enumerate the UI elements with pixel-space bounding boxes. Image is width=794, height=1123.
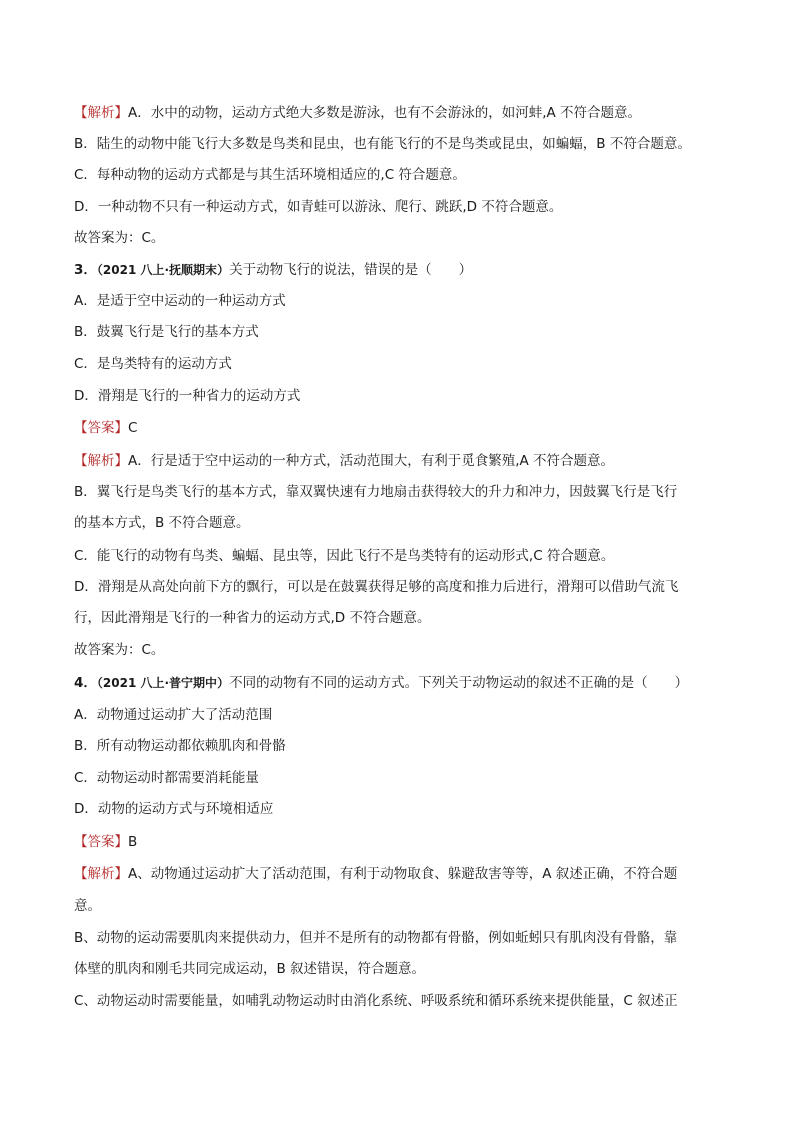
option-a: A．是适于空中运动的一种运动方式 [74, 293, 286, 309]
question-3-stem: 3．（2021 八上·抚顺期末）关于动物飞行的说法，错误的是（ ） [74, 262, 473, 278]
analysis-line: 体壁的肌肉和刚毛共同完成运动，B 叙述错误，符合题意。 [74, 961, 426, 977]
option-c: C．动物运动时都需要消耗能量 [74, 770, 259, 786]
analysis-tag: 【解析】 [74, 866, 128, 882]
analysis-line: 的基本方式，B 不符合题意。 [74, 515, 250, 531]
question-number: 3． [74, 262, 97, 278]
option-c: C．是鸟类特有的运动方式 [74, 356, 232, 372]
question-source: 2021 八上·普宁期中 [102, 676, 218, 690]
analysis-line: C．能飞行的动物有鸟类、蝙蝠、昆虫等，因此飞行不是鸟类特有的运动形式,C 符合题意。 [74, 548, 615, 564]
analysis-line: B．陆生的动物中能飞行大多数是鸟类和昆虫，也有能飞行的不是鸟类或昆虫，如蝙蝠，B 不符合题意。 [74, 136, 691, 152]
analysis-line: D．一种动物不只有一种运动方式，如青蛙可以游泳、爬行、跳跃,D 不符合题意。 [74, 199, 563, 215]
answer-line: 【答案】C [74, 420, 138, 436]
question-source: 2021 八上·抚顺期末 [102, 263, 218, 277]
analysis-tag: 【解析】 [74, 453, 128, 469]
option-d: D．动物的运动方式与环境相适应 [74, 801, 274, 817]
question-4-stem: 4．（2021 八上·普宁期中）不同的动物有不同的运动方式。下列关于动物运动的叙述不正确的是（ ） [74, 675, 689, 691]
answer-line: 【答案】B [74, 834, 138, 850]
analysis-line: 意。 [74, 898, 101, 914]
analysis-line: B．翼飞行是鸟类飞行的基本方式，靠双翼快速有力地扇击获得较大的升力和冲力，因鼓翼飞行是飞行 [74, 484, 678, 500]
option-b: B．所有动物运动都依赖肌肉和骨骼 [74, 738, 286, 754]
analysis-line: 【解析】A．水中的动物，运动方式绝大多数是游泳，也有不会游泳的，如河蚌,A 不符合题意。 [74, 105, 642, 121]
analysis-line: 【解析】A．行是适于空中运动的一种方式，活动范围大，有利于觅食繁殖,A 不符合题意。 [74, 453, 615, 469]
option-b: B．鼓翼飞行是飞行的基本方式 [74, 324, 259, 340]
analysis-line: B、动物的运动需要肌肉来提供动力，但并不是所有的动物都有骨骼，例如蚯蚓只有肌肉没有骨骼，靠 [74, 930, 678, 946]
answer-tag: 【答案】 [74, 420, 128, 436]
conclusion-line: 故答案为：C。 [74, 642, 165, 658]
conclusion-line: 故答案为：C。 [74, 230, 165, 246]
option-a: A．动物通过运动扩大了活动范围 [74, 707, 273, 723]
analysis-line: D．滑翔是从高处向前下方的飘行，可以是在鼓翼获得足够的高度和推力后进行，滑翔可以借助气流飞 [74, 579, 679, 595]
question-number: 4． [74, 675, 97, 691]
analysis-tag: 【解析】 [74, 105, 128, 121]
analysis-line: C、动物运动时需要能量，如哺乳动物运动时由消化系统、呼吸系统和循环系统来提供能量，C 叙述正 [74, 993, 678, 1009]
answer-tag: 【答案】 [74, 834, 128, 850]
analysis-line: C．每种动物的运动方式都是与其生活环境相适应的,C 符合题意。 [74, 167, 466, 183]
analysis-line: 【解析】A、动物通过运动扩大了活动范围，有利于动物取食、躲避敌害等等，A 叙述正确，不符合题 [74, 866, 678, 882]
analysis-line: 行，因此滑翔是飞行的一种省力的运动方式,D 不符合题意。 [74, 610, 431, 626]
option-d: D．滑翔是飞行的一种省力的运动方式 [74, 388, 301, 404]
